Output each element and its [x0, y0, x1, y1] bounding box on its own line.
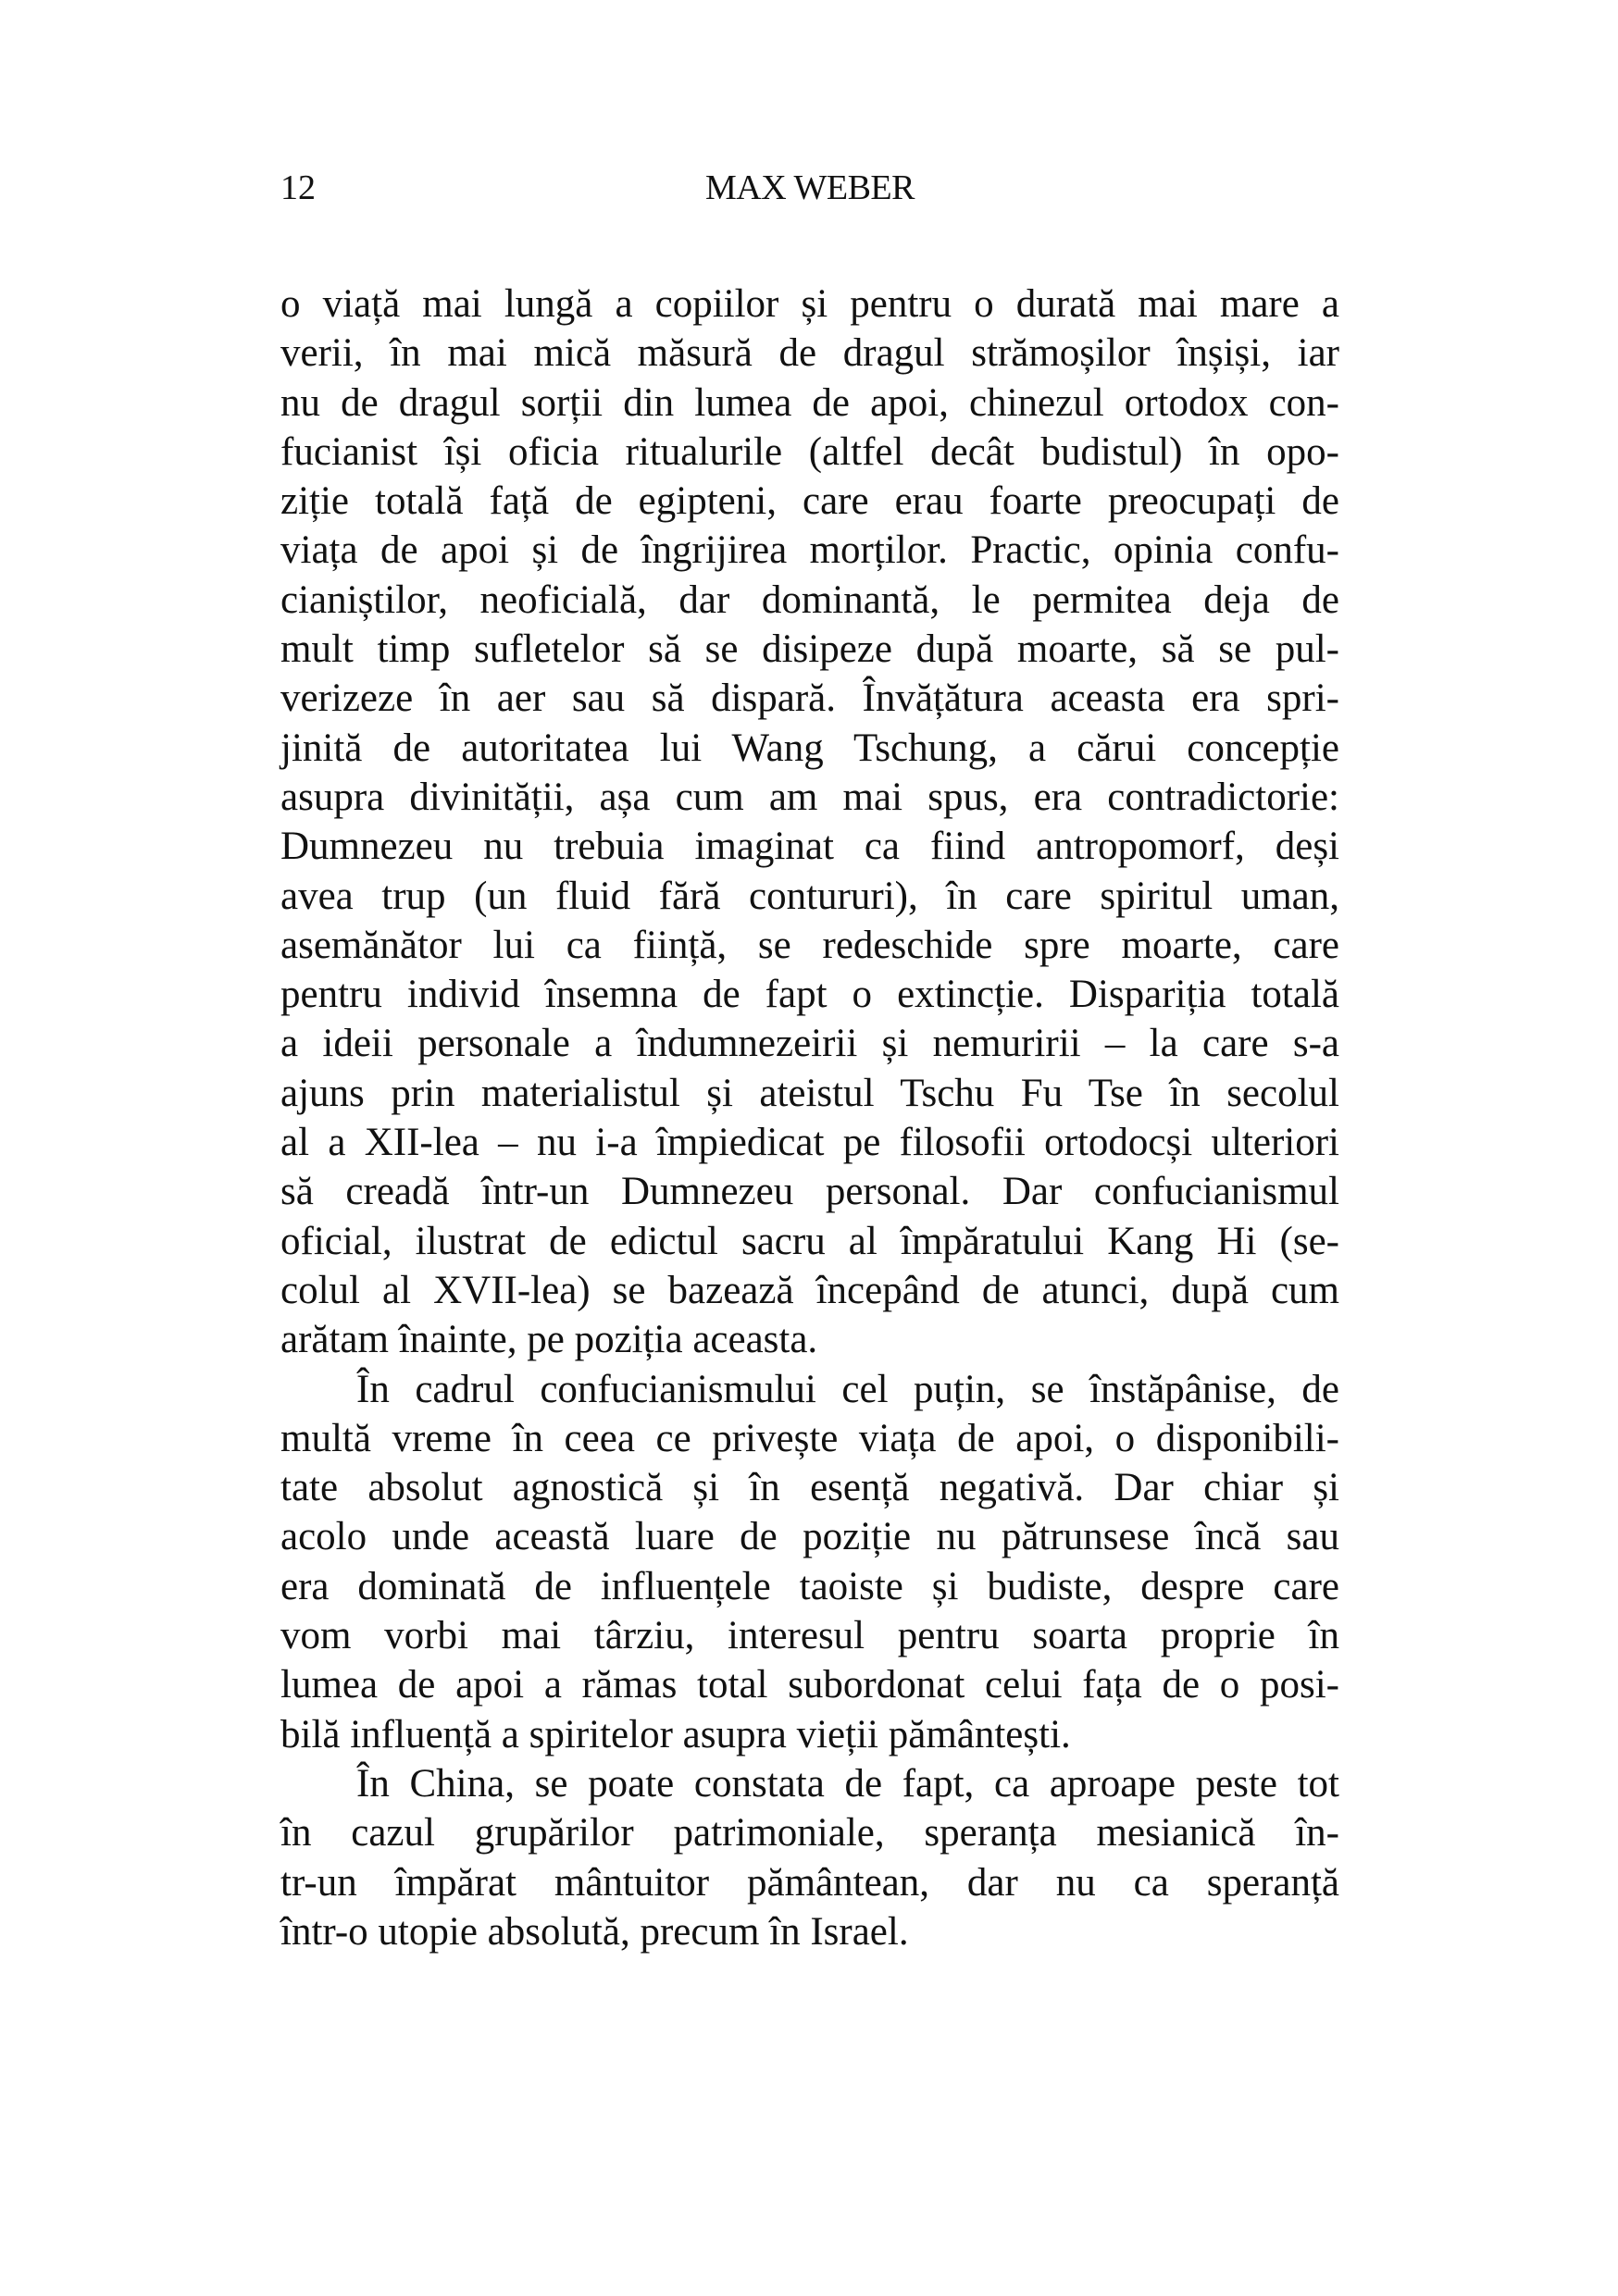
text-line: nu de dragul sorții din lumea de apoi, chinezul ortodox con-: [280, 380, 1339, 425]
text-line: În cadrul confucianismului cel puțin, se înstăpânise, de: [356, 1367, 1339, 1411]
text-line: ajuns prin materialistul și ateistul Tschu Fu Tse în secolul: [280, 1071, 1339, 1115]
text-line: în cazul grupărilor patrimoniale, speranța mesianică în-: [280, 1811, 1339, 1855]
text-line: ziție totală față de egipteni, care erau foarte preocupați de: [280, 479, 1339, 524]
text-line: o viață mai lungă a copiilor și pentru o durată mai mare a: [280, 282, 1339, 326]
text-line: a ideii personale a îndumnezeirii și nemuririi – la care s-a: [280, 1022, 1339, 1066]
text-line: oficial, ilustrat de edictul sacru al împăratului Kang Hi (se-: [280, 1219, 1339, 1263]
text-line: verizeze în aer sau să dispară. Învățătura aceasta era spri-: [280, 676, 1339, 721]
page-number: 12: [280, 168, 316, 207]
text-line: cianiștilor, neoficială, dar dominantă, le permitea deja de: [280, 577, 1339, 622]
text-line: verii, în mai mică măsură de dragul strămoșilor înșiși, iar: [280, 331, 1339, 376]
text-line: acolo unde această luare de poziție nu pătrunsese încă sau: [280, 1515, 1339, 1559]
text-line: asemănător lui ca ființă, se redeschide spre moarte, care: [280, 923, 1339, 967]
text-line: tr-un împărat mântuitor pământean, dar nu ca speranță: [280, 1860, 1339, 1905]
text-line: era dominată de influențele taoiste și budiste, despre care: [280, 1564, 1339, 1608]
text-line: al a XII-lea – nu i-a împiedicat pe filosofii ortodocși ulteriori: [280, 1121, 1339, 1165]
paragraph-1: [280, 279, 1339, 1365]
text-line: viața de apoi și de îngrijirea morților. Practic, opinia confu-: [280, 528, 1339, 573]
text-line: lumea de apoi a rămas total subordonat celui fața de o posi-: [280, 1663, 1339, 1707]
text-line: bilă influență a spiritelor asupra vieții pământești.: [280, 1712, 1071, 1756]
text-line: asupra divinității, așa cum am mai spus, era contradictorie:: [280, 775, 1339, 819]
running-title: MAX WEBER: [705, 168, 915, 207]
text-line: În China, se poate constata de fapt, ca aproape peste tot: [356, 1761, 1339, 1806]
text-line: mult timp sufletelor să se disipeze după moarte, să se pul-: [280, 627, 1339, 672]
text-line: Dumnezeu nu trebuia imaginat ca fiind antropomorf, deși: [280, 825, 1339, 869]
text-line: să creadă într-un Dumnezeu personal. Dar confucianismul: [280, 1170, 1339, 1214]
paragraph-2: [280, 1365, 1339, 1759]
body-text: [280, 279, 1339, 1956]
text-line: jinită de autoritatea lui Wang Tschung, a cărui concepție: [280, 726, 1339, 770]
paragraph-3: [280, 1759, 1339, 1956]
running-head: [280, 165, 1339, 211]
text-line: fucianist își oficia ritualurile (altfel decât budistul) în opo-: [280, 429, 1339, 474]
text-line: arătam înainte, pe poziția aceasta.: [280, 1318, 818, 1362]
text-line: într-o utopie absolută, precum în Israel.: [280, 1909, 909, 1954]
text-line: avea trup (un fluid fără contururi), în care spiritul uman,: [280, 874, 1339, 918]
text-line: vom vorbi mai târziu, interesul pentru soarta proprie în: [280, 1614, 1339, 1658]
text-line: colul al XVII-lea) se bazează începând de atunci, după cum: [280, 1268, 1339, 1312]
text-line: tate absolut agnostică și în esență negativă. Dar chiar și: [280, 1466, 1339, 1510]
text-line: pentru individ însemna de fapt o extincție. Dispariția totală: [280, 973, 1339, 1017]
text-line: multă vreme în ceea ce privește viața de apoi, o disponibili-: [280, 1416, 1339, 1460]
